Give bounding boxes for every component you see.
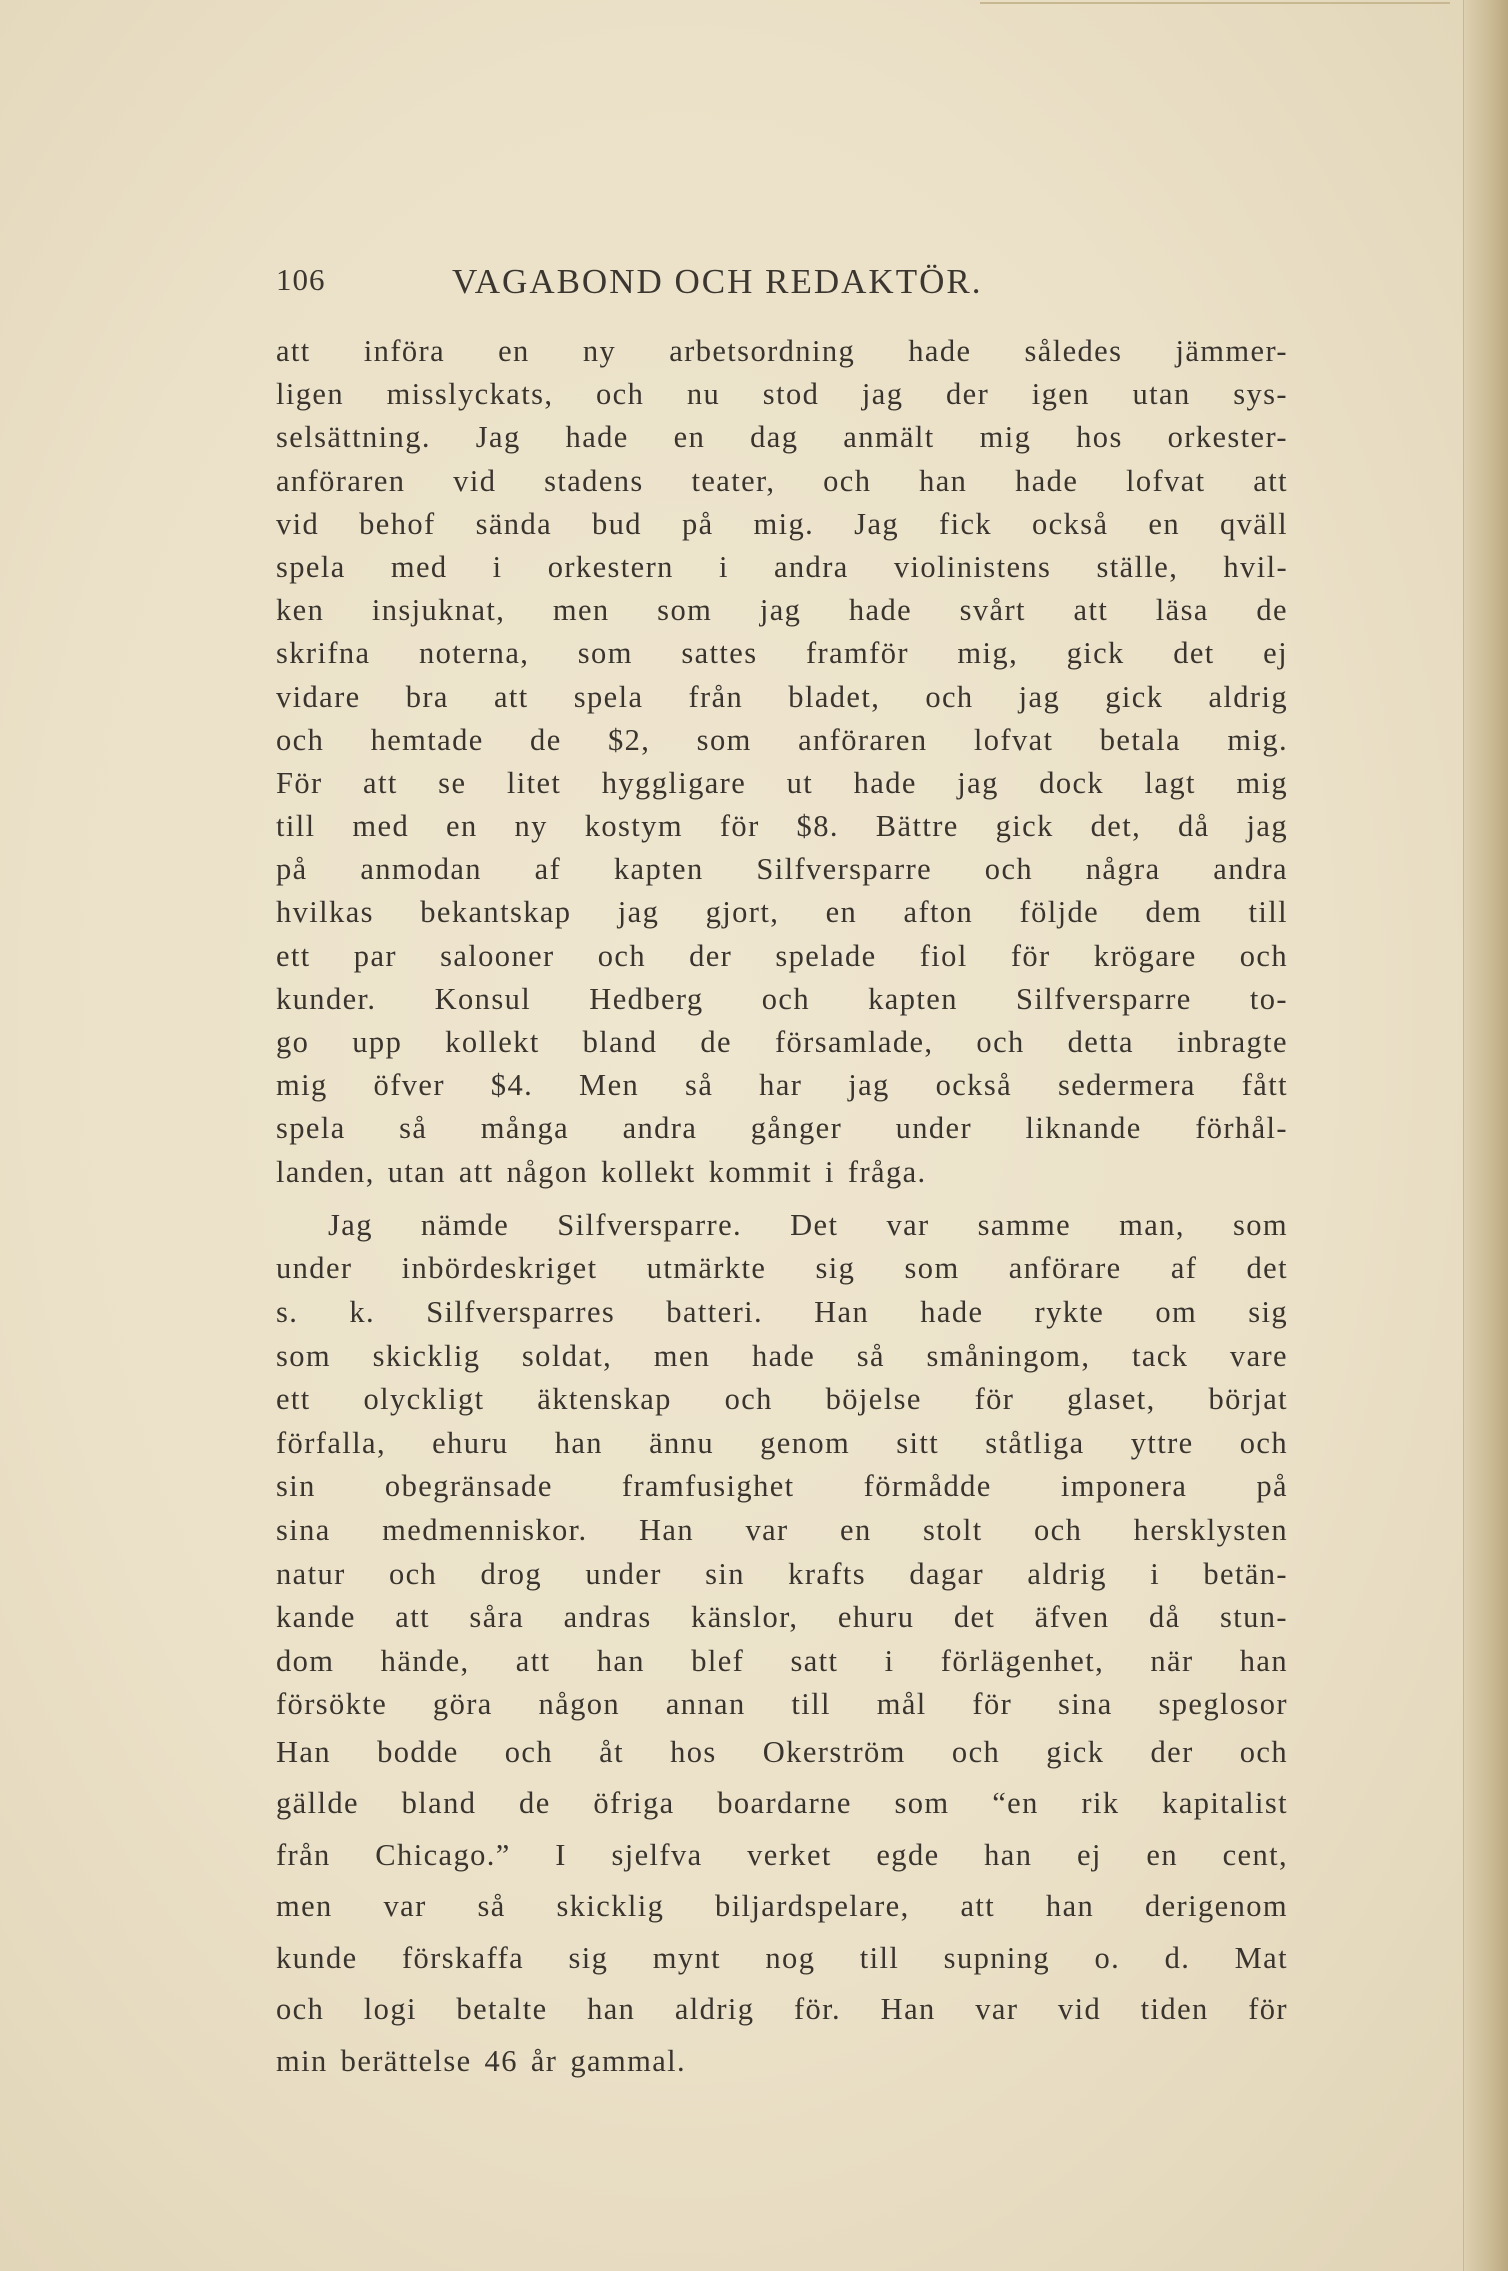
text-line: till med en ny kostym för $8. Bättre gick det, då jag (276, 809, 1288, 844)
text-line: och logi betalte han aldrig för. Han var vid tiden för (276, 1992, 1288, 2027)
text-line: försökte göra någon annan till mål för sina speglosor (276, 1687, 1288, 1722)
text-line: spela så många andra gånger under liknande förhål- (276, 1111, 1288, 1146)
text-line: Jag nämde Silfversparre. Det var samme man, som (328, 1207, 1288, 1242)
text-line: hvilkas bekantskap jag gjort, en afton följde dem till (276, 895, 1288, 930)
paragraph-gap (276, 1194, 1288, 1204)
paragraph-1 (276, 330, 1288, 1194)
text-line: go upp kollekt bland de församlade, och detta inbragte (276, 1025, 1288, 1059)
top-edge-line (980, 2, 1450, 4)
text-line: kunde förskaffa sig mynt nog till supning o. d. Mat (276, 1940, 1288, 1975)
text-line: För att se litet hyggligare ut hade jag dock lagt mig (276, 765, 1288, 800)
text-line: vid behof sända bud på mig. Jag fick också en qväll (276, 506, 1288, 541)
running-head: VAGABOND OCH REDAKTÖR. (452, 262, 983, 301)
paragraph-2 (276, 1204, 1288, 2088)
text-line: sina medmenniskor. Han var en stolt och hersklysten (276, 1512, 1288, 1547)
text-line: skrifna noterna, som sattes framför mig, gick det ej (276, 636, 1288, 671)
text-line: kunder. Konsul Hedberg och kapten Silfversparre to- (276, 981, 1288, 1016)
page-header (276, 262, 1296, 308)
page-number: 106 (276, 262, 326, 297)
text-line: natur och drog under sin krafts dagar aldrig i betän- (276, 1556, 1288, 1591)
text-line: s. k. Silfversparres batteri. Han hade rykte om sig (276, 1294, 1288, 1329)
text-line: selsättning. Jag hade en dag anmält mig hos orkester- (276, 420, 1288, 455)
body-text (276, 330, 1288, 2087)
text-line: att införa en ny arbetsordning hade således jämmer- (276, 334, 1288, 368)
text-line: förfalla, ehuru han ännu genom sitt ståtliga yttre och (276, 1425, 1288, 1460)
text-line: sin obegränsade framfusighet förmådde imponera på (276, 1469, 1288, 1504)
text-line: men var så skicklig biljardspelare, att han derigenom (276, 1889, 1288, 1924)
text-line: under inbördeskriget utmärkte sig som anförare af det (276, 1251, 1288, 1286)
text-line: på anmodan af kapten Silfversparre och några andra (276, 852, 1288, 887)
text-line: Han bodde och åt hos Okerström och gick der och (276, 1734, 1288, 1769)
text-line: spela med i orkestern i andra violinistens ställe, hvil- (276, 549, 1288, 584)
text-line: landen, utan att någon kollekt kommit i fråga. (276, 1154, 927, 1189)
text-line: gällde bland de öfriga boardarne som “en rik kapitalist (276, 1786, 1288, 1821)
text-line: och hemtade de $2, som anföraren lofvat betala mig. (276, 722, 1288, 757)
text-line: kande att såra andras känslor, ehuru det äfven då stun- (276, 1600, 1288, 1635)
text-line: ett par salooner och der spelade fiol för krögare och (276, 938, 1288, 973)
text-line: ligen misslyckats, och nu stod jag der igen utan sys- (276, 377, 1288, 412)
text-line: mig öfver $4. Men så har jag också sedermera fått (276, 1068, 1288, 1103)
text-line: ett olyckligt äktenskap och böjelse för glaset, börjat (276, 1382, 1288, 1417)
text-line: från Chicago.” I sjelfva verket egde han ej en cent, (276, 1837, 1288, 1872)
page-edge-shadow (1463, 0, 1508, 2271)
text-line: som skicklig soldat, men hade så småningom, tack vare (276, 1338, 1288, 1373)
text-line: min berättelse 46 år gammal. (276, 2043, 687, 2078)
text-line: anföraren vid stadens teater, och han hade lofvat att (276, 463, 1288, 498)
text-line: dom hände, att han blef satt i förlägenhet, när han (276, 1643, 1288, 1678)
text-line: vidare bra att spela från bladet, och jag gick aldrig (276, 679, 1288, 714)
text-line: ken insjuknat, men som jag hade svårt att läsa de (276, 593, 1288, 628)
